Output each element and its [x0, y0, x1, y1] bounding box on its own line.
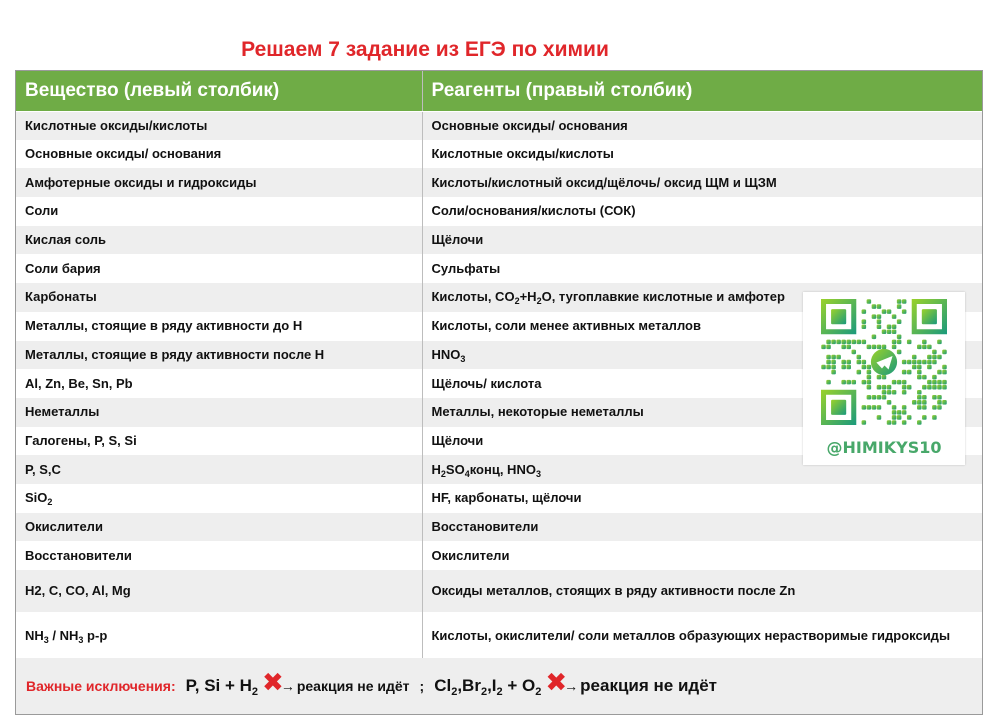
cell-reagents: Щёлочь/ кислота — [422, 369, 982, 398]
cross-icon: ✖ — [545, 666, 568, 697]
cell-substance: Металлы, стоящие в ряду активности после H — [16, 341, 422, 370]
cell-reagents: Окислители — [422, 541, 982, 570]
cell-reagents: HF, карбонаты, щёлочи — [422, 484, 982, 513]
table-row — [16, 168, 982, 197]
telegram-handle: @HIMIKYS10 — [826, 438, 942, 457]
cell-reagents: Металлы, некоторые неметаллы — [422, 398, 982, 427]
cell-reagents: Кислоты, соли менее активных металлов — [422, 312, 982, 341]
cross-icon: ✖ — [262, 666, 284, 697]
page-title: Решаем 7 задание из ЕГЭ по химии — [241, 38, 609, 61]
qr-code-icon[interactable] — [821, 299, 947, 425]
cell-reagents: Основные оксиды/ основания — [422, 111, 982, 140]
exceptions-note — [16, 658, 982, 714]
cell-reagents: Оксиды металлов, стоящих в ряду активности после Zn — [422, 570, 982, 612]
cell-substance: P, S,C — [16, 455, 422, 484]
cell-substance: Кислотные оксиды/кислоты — [16, 111, 422, 140]
exception-expression-1: P, $Si + H_2$ — [185, 676, 259, 698]
telegram-qr-card[interactable] — [803, 292, 965, 465]
table-row — [16, 570, 982, 612]
table-row — [16, 197, 982, 226]
cell-substance: Основные оксиды/ основания — [16, 140, 422, 169]
cell-substance: Соли бария — [16, 254, 422, 283]
table-row — [16, 226, 982, 255]
cell-reagents: $HNO_3$ — [422, 341, 982, 370]
cell-substance: Неметаллы — [16, 398, 422, 427]
table-row — [16, 484, 982, 513]
table-row — [16, 140, 982, 169]
header-substance: Вещество (левый столбик) — [16, 71, 422, 111]
cell-substance: $NH_3 / NH_3$ р-р — [16, 612, 422, 660]
cell-substance: SiO$_2$ — [16, 484, 422, 513]
exception-result-1: реакция не идёт — [296, 678, 410, 694]
table-row — [16, 612, 982, 660]
exception-expression-2: $Cl_2,Br_2,I_2 + O_2$ — [434, 676, 542, 698]
exception-result-2: реакция не идёт — [580, 676, 717, 695]
cell-substance: H2, C, CO, Al, Mg — [16, 570, 422, 612]
table-row — [16, 254, 982, 283]
cell-reagents: Кислоты, окислители/ соли металлов образующих нерастворимые гидроксиды — [422, 612, 982, 660]
cell-reagents: Восстановители — [422, 513, 982, 542]
cell-substance: Окислители — [16, 513, 422, 542]
cell-reagents: Кислоты, $CO_2+H_2O$, тугоплавкие кислотные и амфотер — [422, 283, 982, 312]
cell-substance: Кислая соль — [16, 226, 422, 255]
cell-reagents: Соли/основания/кислоты (СОК) — [422, 197, 982, 226]
cell-substance: Галогены, P, S, Si — [16, 427, 422, 456]
cell-substance: Al, Zn, Be, Sn, Pb — [16, 369, 422, 398]
cell-reagents: Щёлочи — [422, 226, 982, 255]
exceptions-separator: ; — [419, 678, 425, 694]
cell-reagents: $H_2SO_4конц$, $HNO_3$ — [422, 455, 982, 484]
cell-substance: Амфотерные оксиды и гидроксиды — [16, 168, 422, 197]
cell-substance: Соли — [16, 197, 422, 226]
cell-reagents: Щёлочи — [422, 427, 982, 456]
exceptions-label: Важные исключения: — [26, 678, 176, 694]
table-row — [16, 541, 982, 570]
arrow-right-icon: → — [564, 678, 579, 694]
cell-reagents: Сульфаты — [422, 254, 982, 283]
table-header-row — [16, 71, 982, 111]
cell-substance: Металлы, стоящие в ряду активности до H — [16, 312, 422, 341]
cell-reagents: Кислотные оксиды/кислоты — [422, 140, 982, 169]
arrow-right-icon: → — [280, 678, 295, 694]
cell-substance: Восстановители — [16, 541, 422, 570]
table-row — [16, 513, 982, 542]
cell-reagents: Кислоты/кислотный оксид/щёлочь/ оксид ЩМ и ЩЗМ — [422, 168, 982, 197]
cell-substance: Карбонаты — [16, 283, 422, 312]
header-reagents: Реагенты (правый столбик) — [422, 71, 982, 111]
table-row — [16, 111, 982, 140]
